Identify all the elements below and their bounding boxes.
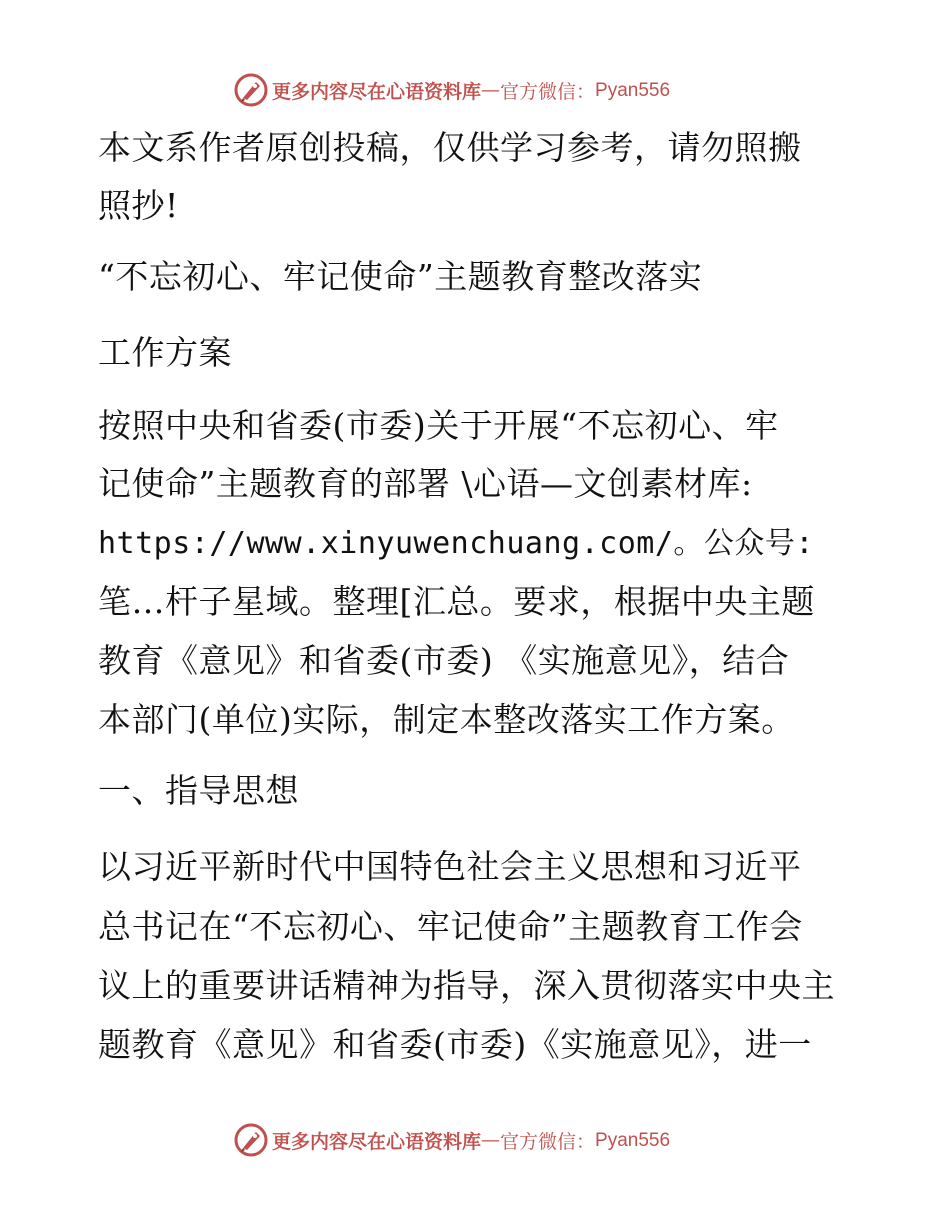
pen-logo-icon: [234, 1123, 268, 1157]
banner-contact-label: 官方微信：: [500, 1130, 596, 1153]
banner-separator: —: [481, 79, 501, 101]
text-line: 笔…杆子星域。整理[汇总。要求，根据中央主题: [98, 582, 815, 621]
text-line: 题教育《意见》和省委(市委)《实施意见》，进一: [98, 1025, 812, 1064]
footer-watermark-banner: [234, 1122, 670, 1158]
banner-wechat-id: Pyan556: [595, 79, 671, 101]
text-line: 记使命”主题教育的部署 \心语—文创素材库:: [98, 464, 753, 503]
text-line: 本部门(单位)实际，制定本整改落实工作方案。: [98, 700, 795, 739]
banner-wechat-id: Pyan556: [595, 1129, 671, 1151]
banner-title: 更多内容尽在心语资料库: [272, 1130, 482, 1153]
text-line: 照抄!: [98, 186, 179, 225]
text-line: 按照中央和省委(市委)关于开展“不忘初心、牢: [98, 406, 779, 445]
text-line: 教育《意见》和省委(市委) 《实施意见》，结合: [98, 641, 790, 680]
banner-separator: —: [481, 1129, 501, 1151]
section-heading: 一、指导思想: [98, 771, 299, 810]
text-line-url: https://www.xinyuwenchuang.com/。公众号:: [98, 526, 814, 561]
pen-logo-icon: [234, 73, 268, 107]
text-line: 以习近平新时代中国特色社会主义思想和习近平: [98, 847, 802, 886]
text-line: 总书记在“不忘初心、牢记使命”主题教育工作会: [98, 907, 803, 946]
banner-title: 更多内容尽在心语资料库: [272, 80, 482, 103]
banner-contact-label: 官方微信：: [500, 80, 596, 103]
document-title: “不忘初心、牢记使命”主题教育整改落实: [98, 257, 703, 296]
text-line: 议上的重要讲话精神为指导，深入贯彻落实中央主: [98, 966, 835, 1005]
header-watermark-banner: [234, 72, 670, 108]
text-line: 本文系作者原创投稿，仅供学习参考，请勿照搬: [98, 128, 802, 167]
document-subtitle: 工作方案: [98, 333, 232, 372]
